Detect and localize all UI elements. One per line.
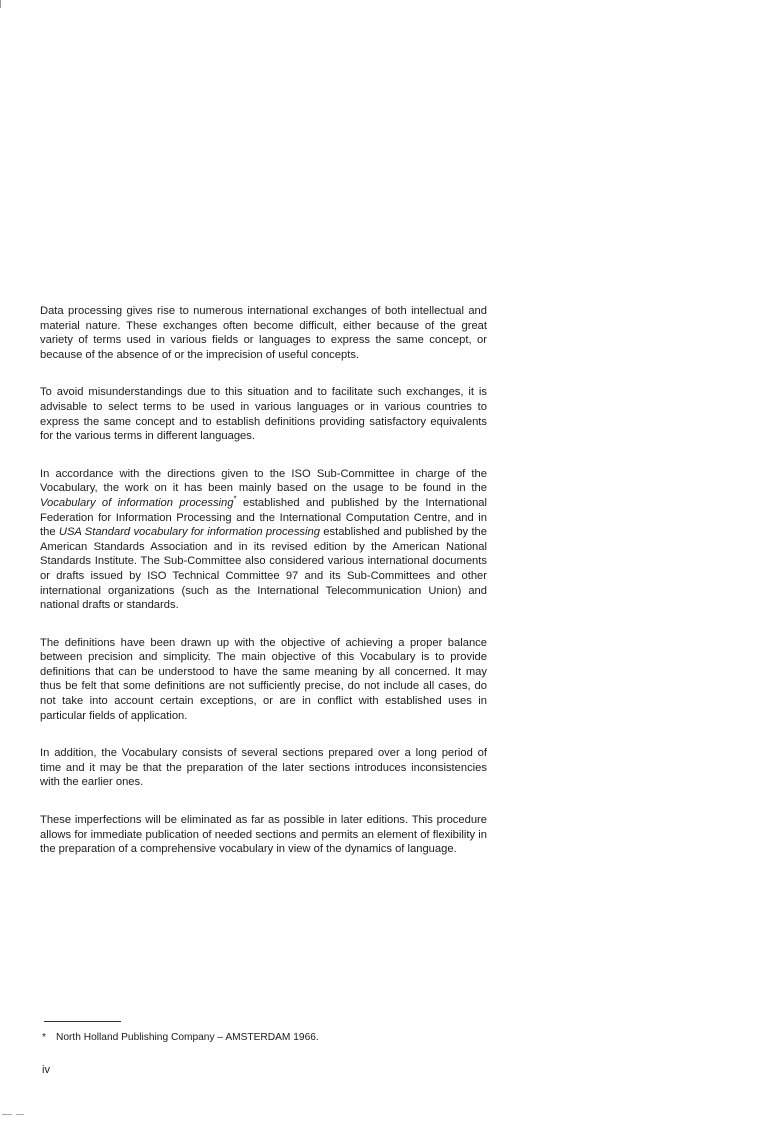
text-run: In addition, the Vocabulary consists of several sections prepared over a long period of time and it may be that the preparation of the later sections introduces inconsistencies with the earlier ones. (40, 747, 487, 789)
text-run: In accordance with the directions given to the ISO Sub-Committee in charge of the Vocabulary, the work on it has been mainly based on the usage to be found in the (40, 467, 487, 495)
footnote-rule (44, 1021, 121, 1022)
footnote-text: North Holland Publishing Company – AMSTERDAM 1966. (56, 1032, 319, 1043)
footnote (42, 1031, 319, 1044)
text-run: established and published by the International Federation for Information Processing and the International Computation Centre, and in the (40, 496, 487, 539)
paragraph (40, 636, 487, 724)
footnote-marker: * (42, 1032, 46, 1043)
text-run: Data processing gives rise to numerous international exchanges of both intellectual and material nature. These exchanges often become difficult, either because of the great variety of terms used in various fields or languages to express the same concept, or because of the absence of or the imprecision of useful concepts. (40, 305, 487, 361)
scan-artifact (16, 1114, 24, 1115)
paragraph (40, 304, 487, 362)
body-text (40, 304, 487, 857)
paragraph (40, 385, 487, 443)
paragraph (40, 813, 487, 857)
footnote-reference: * (233, 494, 237, 504)
text-run: established and published by the American Standards Association and in its revised edition by the American National Standards Institute. The Sub-Committee also considered various international documents or drafts issued by ISO Technical Committee 97 and its Sub-Committees and other international organizations (such as the International Telecommunication Union) and national drafts or standards. (40, 526, 487, 612)
text-run: These imperfections will be eliminated as far as possible in later editions. This procedure allows for immediate publication of needed sections and permits an element of flexibility in the preparation of a comprehensive vocabulary in view of the dynamics of language. (40, 814, 487, 856)
text-run: To avoid misunderstandings due to this situation and to facilitate such exchanges, it is advisable to select terms to be used in various languages or in various countries to express the same concept and to establish definitions providing satisfactory equivalents for the various terms in different languages. (40, 386, 487, 443)
italic-title: Vocabulary of information processing (40, 496, 234, 509)
scan-artifact (2, 1114, 12, 1115)
italic-title: USA Standard vocabulary for information processing (58, 526, 320, 539)
text-run: The definitions have been drawn up with the objective of achieving a proper balance between precision and simplicity. The main objective of this Vocabulary is to provide definitions that can be understood to have the same meaning by all concerned. It may thus be felt that some definitions are not sufficiently precise, do not include all cases, do not take into account certain exceptions, or are in conflict with established uses in particular fields of application. (40, 636, 487, 722)
scan-edge-mark (0, 0, 1, 8)
paragraph (40, 746, 487, 790)
paragraph (40, 467, 487, 613)
page-number: iv (42, 1064, 50, 1076)
